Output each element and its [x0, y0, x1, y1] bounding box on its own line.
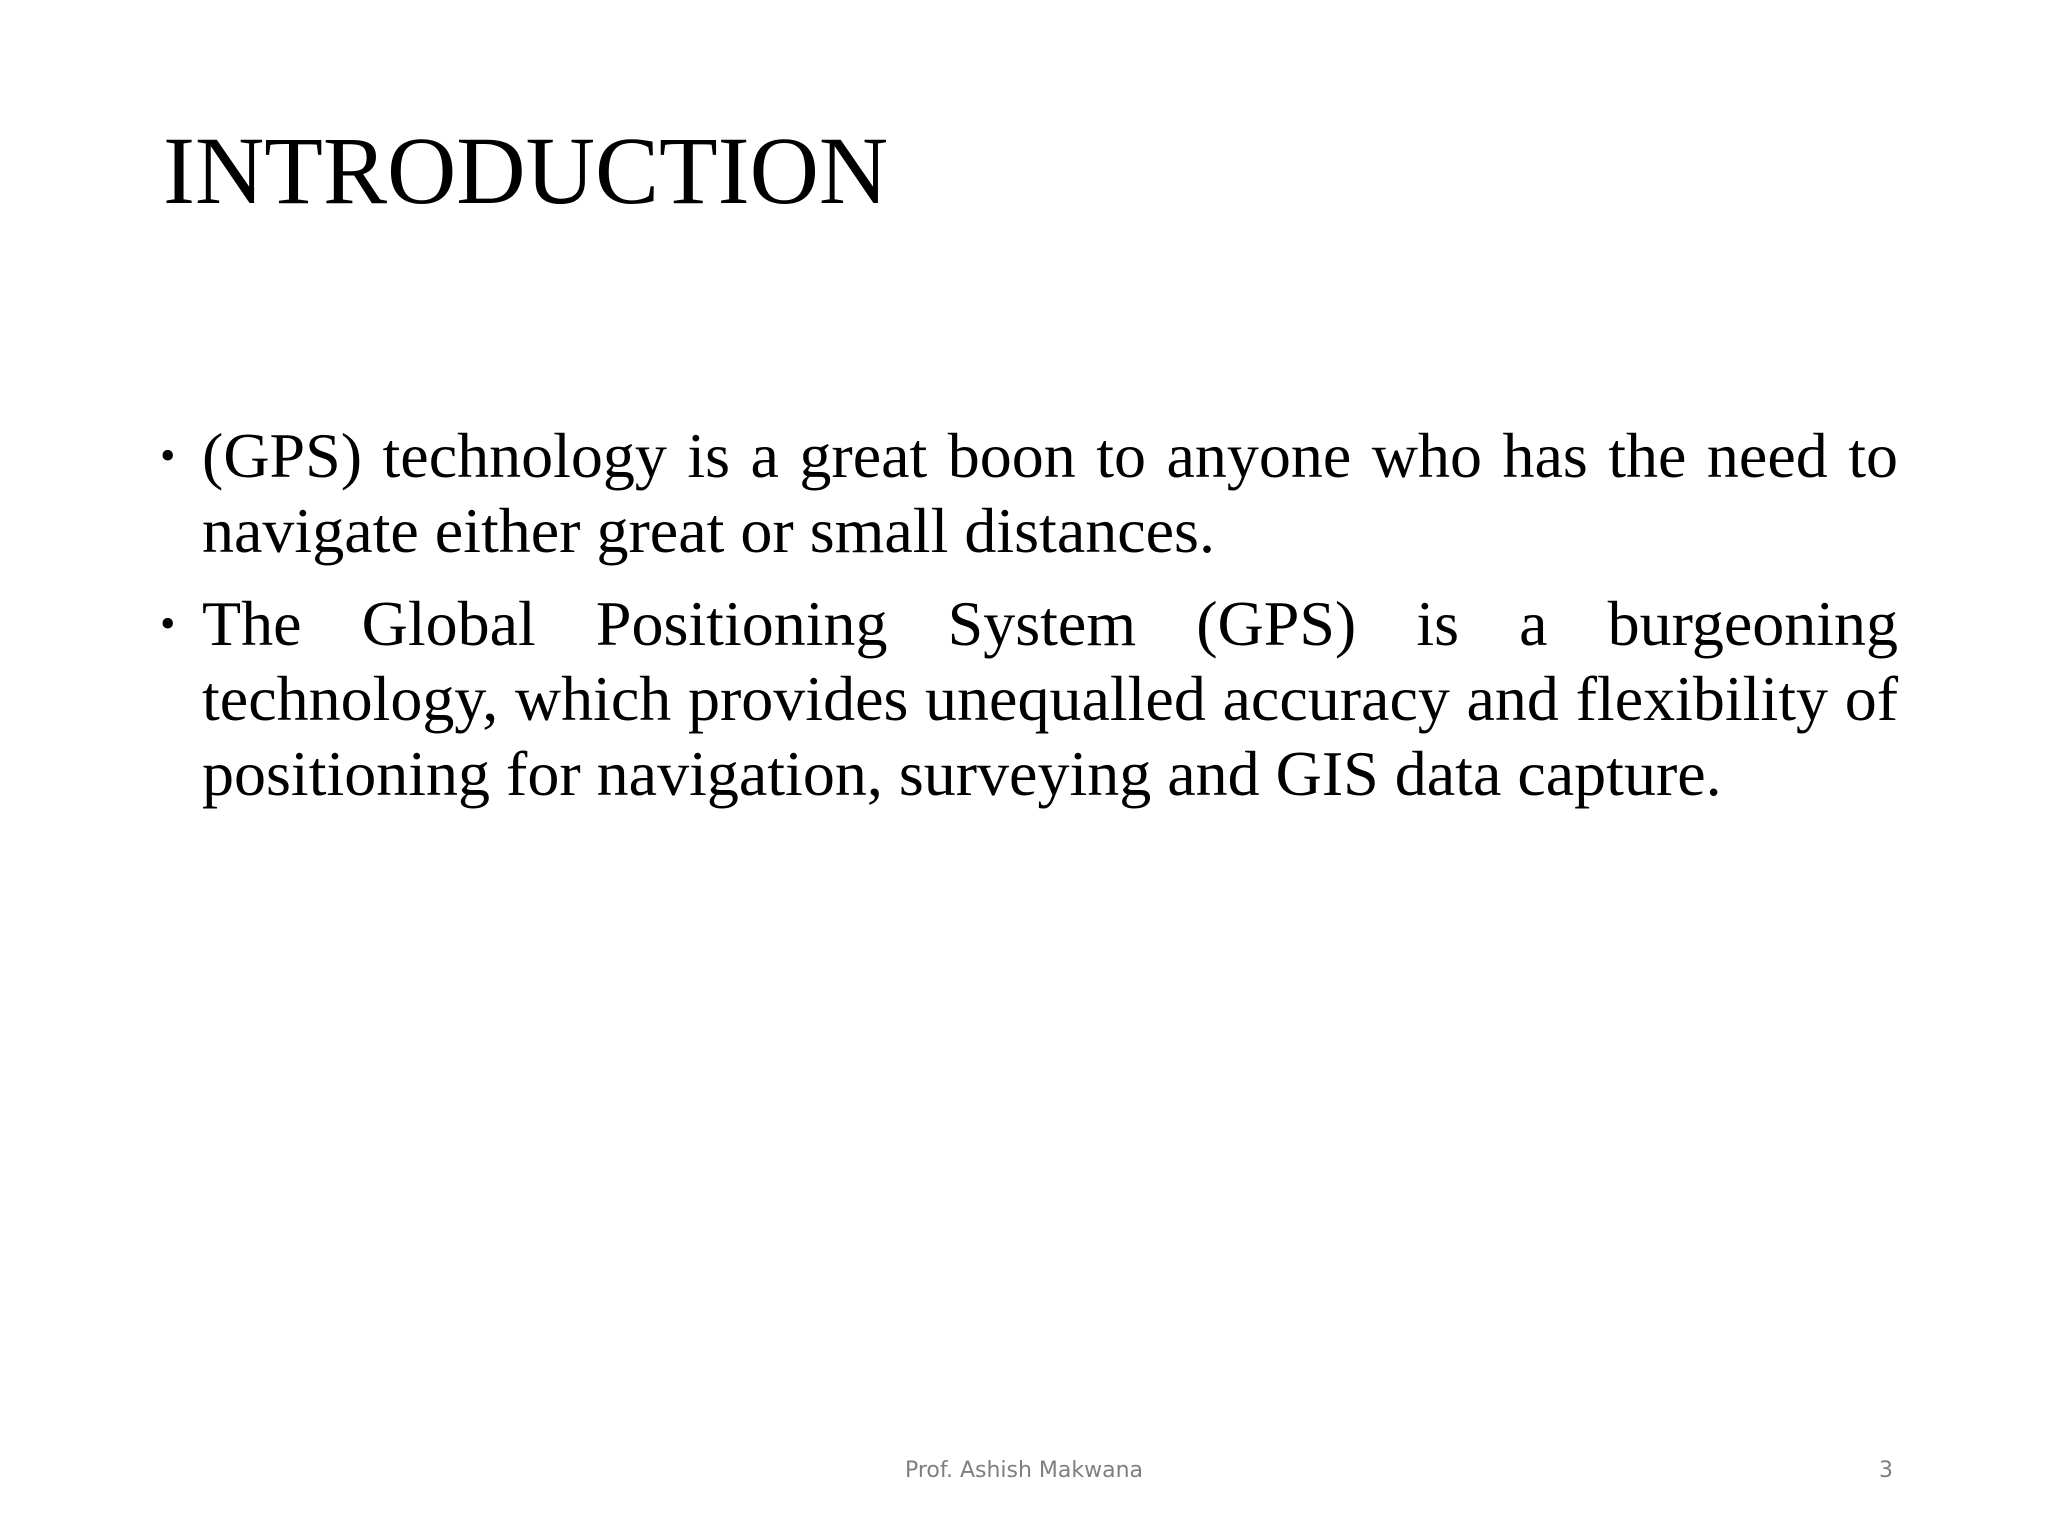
bullet-dot-icon: • — [160, 431, 176, 480]
bullet-item — [160, 418, 1898, 568]
bullet-text: The Global Positioning System (GPS) is a burgeoning technology, which provides unequalled accuracy and flexibility of positioning for navigation, surveying and GIS data capture. — [202, 588, 1898, 809]
bullet-item — [160, 586, 1898, 811]
bullet-text: (GPS) technology is a great boon to anyone who has the need to navigate either great or small distances. — [202, 420, 1898, 566]
slide-title: INTRODUCTION — [163, 117, 889, 224]
footer-author: Prof. Ashish Makwana — [904, 1458, 1144, 1483]
bullet-dot-icon: • — [160, 599, 176, 648]
bullet-list — [160, 418, 1898, 829]
page-number: 3 — [1879, 1458, 1893, 1483]
